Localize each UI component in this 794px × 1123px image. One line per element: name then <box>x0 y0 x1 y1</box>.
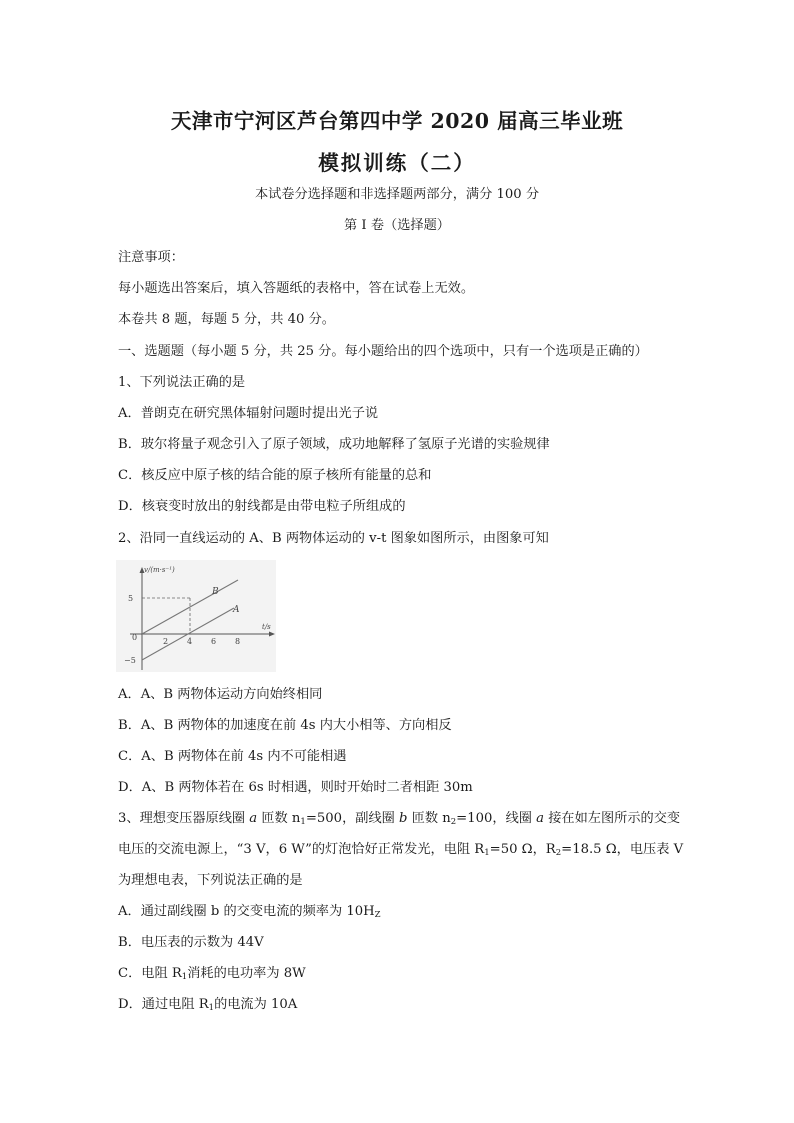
x-tick-2: 2 <box>163 637 169 646</box>
q2-stem: 2、沿同一直线运动的 A、B 两物体运动的 v-t 图象如图所示，由图象可知 <box>118 531 549 546</box>
q3-stem-line-2: 电压的交流电源上，“3 V，6 W”的灯泡恰好正常发光，电阻 $R_1=50$ Ω，$R_2=18.5$ Ω，电压表 V <box>118 842 684 858</box>
line-a-label: A <box>233 605 240 615</box>
origin-label: 0 <box>132 633 138 642</box>
x-tick-6: 6 <box>211 637 217 646</box>
y-axis-label: v/(m·s⁻¹) <box>144 566 175 574</box>
q1-option-a: A．普朗克在研究黑体辐射问题时提出光子说 <box>118 406 379 421</box>
q3-option-c: C．电阻 $R_1$消耗的电功率为 8W <box>118 966 306 982</box>
x-tick-8: 8 <box>235 637 241 646</box>
exam-subtitle: 模拟训练（二） <box>318 151 476 175</box>
notes-line-2: 本卷共 8 题，每题 5 分，共 40 分。 <box>118 312 335 327</box>
q2-option-b: B．A、B 两物体的加速度在前 4s 内大小相等、方向相反 <box>118 718 452 733</box>
section-title: 第 I 卷（选择题） <box>344 218 450 233</box>
x-tick-4: 4 <box>187 637 193 646</box>
q1-option-d: D．核衰变时放出的射线都是由带电粒子所组成的 <box>118 499 406 514</box>
y-tick-5: 5 <box>128 594 134 603</box>
exam-intro: 本试卷分选择题和非选择题两部分，满分 100 分 <box>254 187 540 202</box>
q3-option-b: B．电压表的示数为 44V <box>118 935 264 950</box>
x-axis-label: t/s <box>262 623 271 631</box>
part-heading: 一、选题题（每小题 5 分，共 25 分。每小题给出的四个选项中，只有一个选项是正确的） <box>118 344 648 359</box>
q1-option-b: B．玻尔将量子观念引入了原子领域，成功地解释了氢原子光谱的实验规律 <box>118 437 550 452</box>
line-b-label: B <box>212 587 219 597</box>
notes-line-1: 每小题选出答案后，填入答题纸的表格中，答在试卷上无效。 <box>118 281 475 296</box>
q1-option-c: C．核反应中原子核的结合能的原子核所有能量的总和 <box>118 468 432 483</box>
q1-stem: 1、下列说法正确的是 <box>118 375 246 390</box>
q2-option-a: A．A、B 两物体运动方向始终相同 <box>118 687 323 702</box>
vt-graph <box>116 560 276 672</box>
q3-stem-line-3: 为理想电表，下列说法正确的是 <box>118 873 303 888</box>
q2-option-d: D．A、B 两物体若在 6s 时相遇，则时开始时二者相距 30m <box>118 780 473 795</box>
notes-heading: 注意事项： <box>118 250 184 265</box>
exam-title: 天津市宁河区芦台第四中学 2020 届高三毕业班 <box>170 109 624 133</box>
y-tick-neg5: −5 <box>124 656 136 665</box>
q2-option-c: C．A、B 两物体在前 4s 内不可能相遇 <box>118 749 347 764</box>
q3-option-a: A．通过副线圈 b 的交变电流的频率为 $10H_Z$ <box>118 904 381 920</box>
q3-stem-line-1: 3、理想变压器原线圈 a 匝数 $n_1=500$，副线圈 b 匝数 $n_2=100$，线圈 a 接在如左图所示的交变 <box>118 811 681 827</box>
q3-option-d: D．通过电阻 $R_1$的电流为 10A <box>118 997 298 1013</box>
